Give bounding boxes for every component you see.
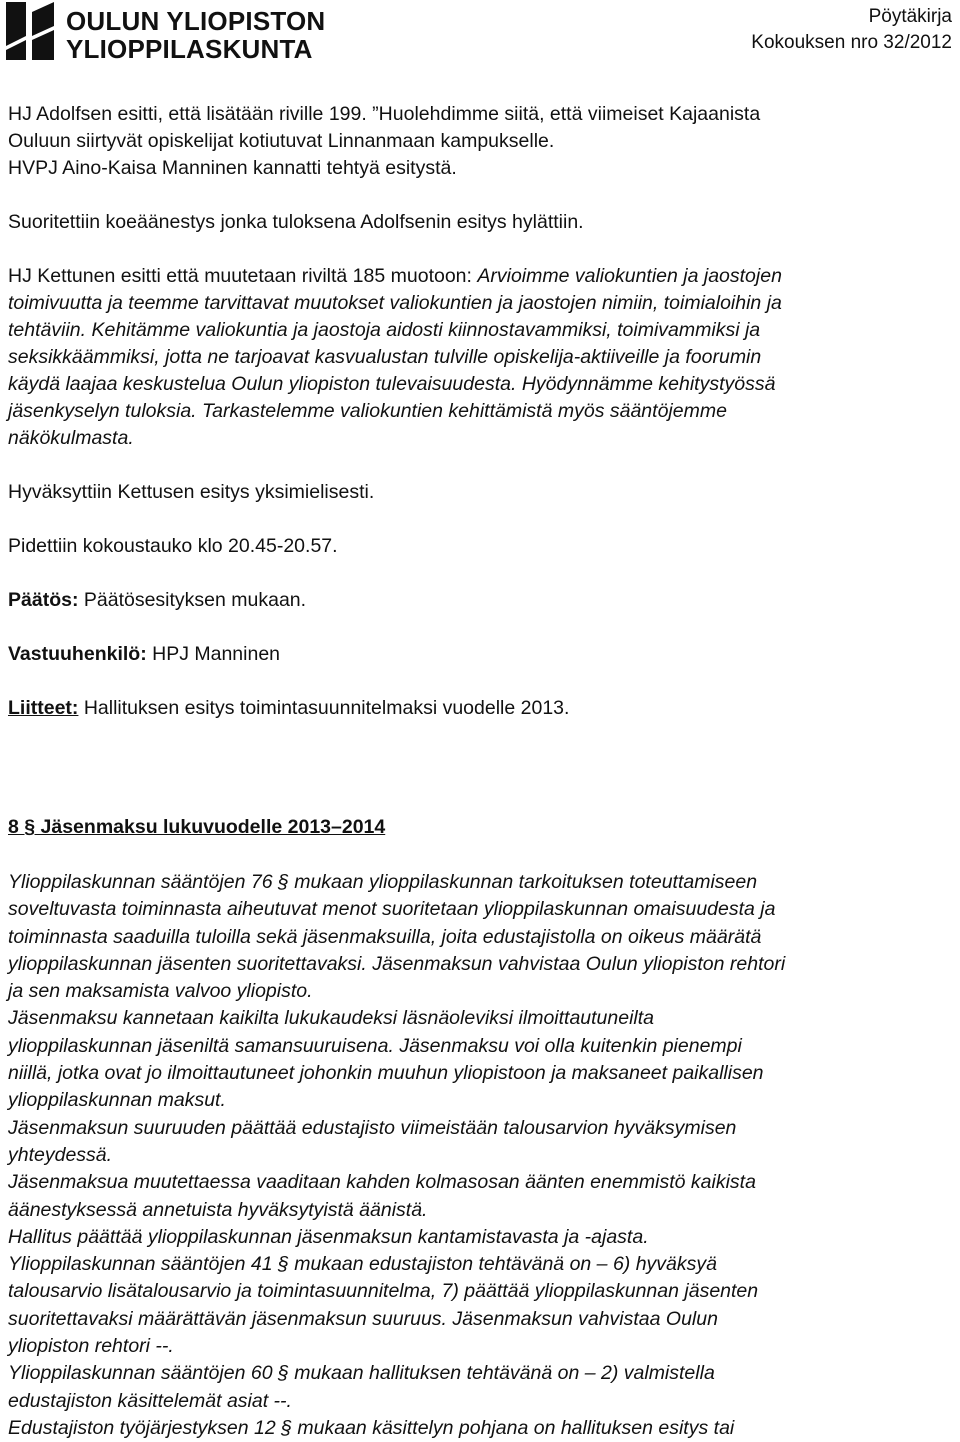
responsible-text: HPJ Manninen xyxy=(146,643,281,665)
section-line: ylioppilaskunnan jäsenten suoritettavaksi. Jäsenmaksun vahvistaa Oulun yliopiston rehtori xyxy=(8,952,786,975)
paragraph-adolfsen xyxy=(8,101,952,182)
decision-text: Päätösesityksen mukaan. xyxy=(78,589,307,611)
org-line-2: YLIOPPILASKUNTA xyxy=(66,34,313,64)
section-line: soveltuvasta toiminnasta aiheutuvat menot suoritetaan ylioppilaskunnan omaisuudesta ja xyxy=(8,898,776,921)
section-line: talousarvio lisätalousarvio ja toimintasuunnitelma, 7) päättää ylioppilaskunnan jäsenten xyxy=(8,1280,759,1303)
section-line: Jäsenmaksu kannetaan kaikilta lukukaudeksi läsnäoleviksi ilmoittautuneilta xyxy=(8,1007,655,1030)
paragraph-vote: Suoritettiin koeäänestys jonka tuloksena Adolfsenin esitys hylättiin. xyxy=(8,211,584,233)
section-line: yhteydessä. xyxy=(8,1143,113,1166)
section-line: Jäsenmaksua muutettaessa vaaditaan kahden kolmasosan äänten enemmistö kaikista xyxy=(8,1171,756,1194)
section-line: Ylioppilaskunnan sääntöjen 60 § mukaan hallituksen tehtävänä on – 2) valmistella xyxy=(8,1362,715,1385)
section-line: Ylioppilaskunnan sääntöjen 41 § mukaan edustajiston tehtävänä on – 6) hyväksyä xyxy=(8,1253,717,1276)
section-line: ja sen maksamista valvoo yliopisto. xyxy=(8,980,313,1003)
attachments xyxy=(8,695,952,722)
section-line: ylioppilaskunnan maksut. xyxy=(8,1089,226,1112)
section-paragraphs xyxy=(8,869,952,1442)
text-line: HJ Kettunen esitti että muutetaan riviltä 185 muotoon: xyxy=(8,265,478,287)
quoted-text: toimivuutta ja teemme tarvittavat muutokset valiokuntien ja jaostojen nimiin, toimialoihin ja xyxy=(8,292,782,314)
org-line-1: OULUN YLIOPISTON xyxy=(66,6,326,36)
attachments-label: Liitteet: xyxy=(8,697,79,719)
section-line: äänestyksessä annetuista hyväksytyistä äänistä. xyxy=(8,1198,428,1221)
document-meta xyxy=(751,4,952,56)
section-line: toiminnasta saaduilla tuloilla sekä jäsenmaksuilla, joita edustajistolla on oikeus määrätä xyxy=(8,925,762,948)
section-line: Edustajiston työjärjestyksen 12 § mukaan käsittelyn pohjana on hallituksen esitys tai xyxy=(8,1416,735,1439)
section-title: 8 § Jäsenmaksu lukuvuodelle 2013–2014 xyxy=(8,816,386,838)
text-line: Ouluun siirtyvät opiskelijat kotiutuvat Linnanmaan kampukselle. xyxy=(8,130,555,152)
section-line: niillä, jotka ovat jo ilmoittautuneet johonkin muuhun yliopistoon ja maksaneet paikallisen xyxy=(8,1062,764,1085)
quoted-text: käydä laajaa keskustelua Oulun yliopiston tulevaisuudesta. Hyödynnämme kehitystyössä xyxy=(8,373,776,395)
quoted-text: tehtäviin. Kehitämme valiokuntia ja jaostoja aidosti kiinnostavammiksi, toimivammiksi ja xyxy=(8,319,761,341)
quoted-text: näkökulmasta. xyxy=(8,427,134,449)
document-type: Pöytäkirja xyxy=(868,6,952,27)
organization-name xyxy=(66,7,325,63)
section-body xyxy=(8,869,952,1442)
quoted-text: seksikkäämmiksi, jotta ne tarjoavat kasvualustan tulville opiskelija-aktiiveille ja foorumin xyxy=(8,346,762,368)
section-line: yliopiston rehtori --. xyxy=(8,1335,174,1358)
decision-label: Päätös: xyxy=(8,589,79,611)
paragraph-break: Pidettiin kokoustauko klo 20.45-20.57. xyxy=(8,535,338,557)
paragraph-approved: Hyväksyttiin Kettusen esitys yksimielisesti. xyxy=(8,481,375,503)
quoted-text: Arvioimme valiokuntien ja jaostojen xyxy=(477,265,782,287)
section-line: Hallitus päättää ylioppilaskunnan jäsenmaksun kantamistavasta ja -ajasta. xyxy=(8,1225,649,1248)
university-logo-icon xyxy=(4,0,56,62)
section-line: suoritettavaksi määrättävän jäsenmaksun suuruus. Jäsenmaksun vahvistaa Oulun xyxy=(8,1307,718,1330)
responsible-person xyxy=(8,641,952,668)
decision xyxy=(8,587,952,614)
attachments-text: Hallituksen esitys toimintasuunnitelmaksi vuodelle 2013. xyxy=(78,697,570,719)
section-line: edustajiston käsittelemät asiat --. xyxy=(8,1389,292,1412)
section-line: Ylioppilaskunnan sääntöjen 76 § mukaan ylioppilaskunnan tarkoituksen toteuttamiseen xyxy=(8,871,758,893)
text-line: HJ Adolfsen esitti, että lisätään riville 199. ”Huolehdimme siitä, että viimeiset Kajaanista xyxy=(8,103,761,125)
section-line: ylioppilaskunnan jäseniltä samansuuruisena. Jäsenmaksu voi olla kuitenkin pienempi xyxy=(8,1034,742,1057)
section-line: Jäsenmaksun suuruuden päättää edustajisto viimeistään talousarvion hyväksymisen xyxy=(8,1116,737,1139)
responsible-label: Vastuuhenkilö: xyxy=(8,643,147,665)
text-line: HVPJ Aino-Kaisa Manninen kannatti tehtyä esitystä. xyxy=(8,157,457,179)
quoted-text: jäsenkyselyn tuloksia. Tarkastelemme valiokuntien kehittämistä myös sääntöjemme xyxy=(8,400,727,422)
paragraph-kettunen xyxy=(8,263,952,452)
minutes-body xyxy=(8,101,952,722)
meeting-number: Kokouksen nro 32/2012 xyxy=(751,32,952,53)
page-header xyxy=(0,0,960,78)
